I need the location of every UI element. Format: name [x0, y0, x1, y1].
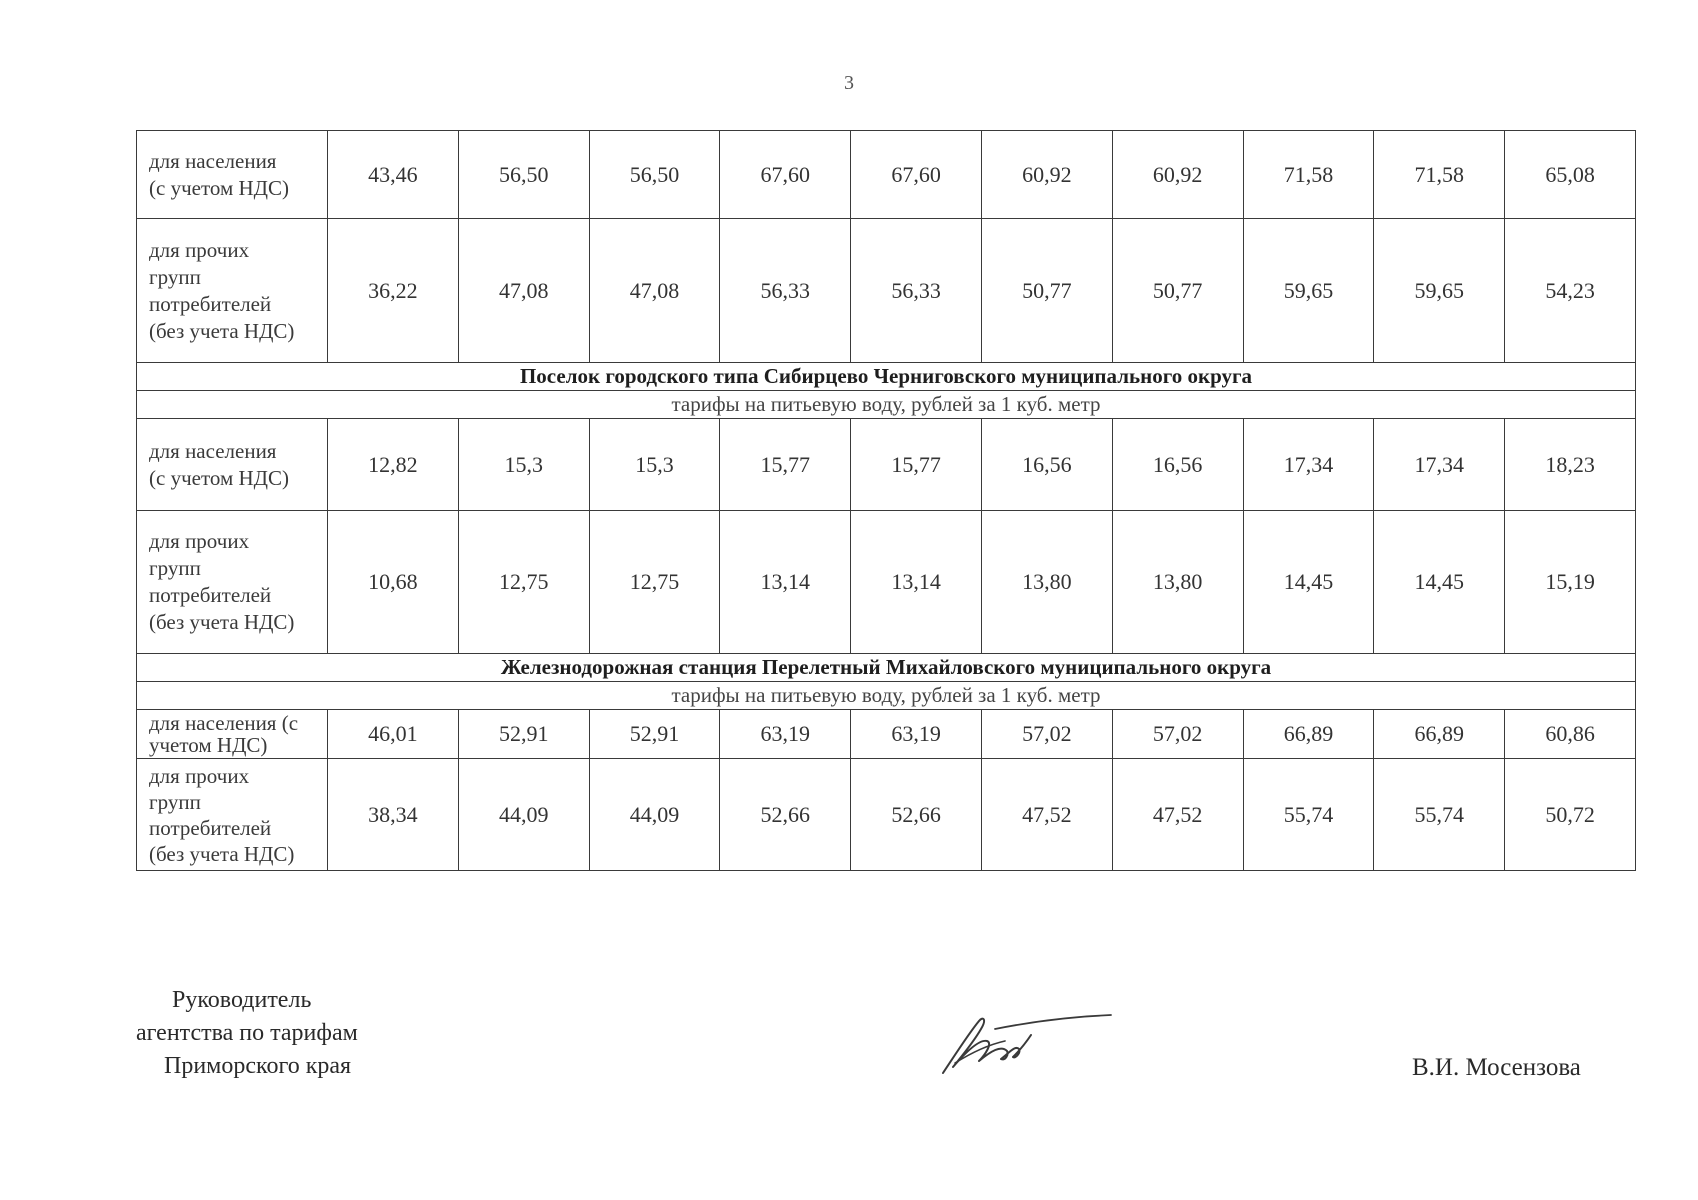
table-cell: 57,02	[1112, 710, 1243, 759]
table-cell: 15,77	[851, 419, 982, 511]
table-cell: 38,34	[328, 759, 459, 871]
table-row	[137, 131, 1636, 219]
table-cell: 13,14	[851, 511, 982, 654]
table-cell: 54,23	[1505, 219, 1636, 363]
row-label: для населения (с учетом НДС)	[137, 131, 328, 219]
table-cell: 46,01	[328, 710, 459, 759]
table-cell: 56,50	[458, 131, 589, 219]
table-cell: 71,58	[1374, 131, 1505, 219]
table-row	[137, 219, 1636, 363]
table-cell: 55,74	[1243, 759, 1374, 871]
table-cell: 15,19	[1505, 511, 1636, 654]
signatory-title-line: агентства по тарифам	[136, 1020, 358, 1046]
table-cell: 14,45	[1374, 511, 1505, 654]
table-cell: 47,52	[981, 759, 1112, 871]
table-cell: 59,65	[1374, 219, 1505, 363]
signatory-title	[136, 984, 358, 1083]
table-row	[137, 710, 1636, 759]
table-cell: 66,89	[1374, 710, 1505, 759]
table-cell: 12,75	[589, 511, 720, 654]
table-cell: 59,65	[1243, 219, 1374, 363]
table-cell: 47,52	[1112, 759, 1243, 871]
table-cell: 15,3	[589, 419, 720, 511]
handwritten-signature	[935, 995, 1125, 1085]
section-title-row	[137, 654, 1636, 682]
table-row	[137, 759, 1636, 871]
section-title: Поселок городского типа Сибирцево Черниговского муниципального округа	[137, 363, 1636, 391]
unit-caption: тарифы на питьевую воду, рублей за 1 куб. метр	[137, 682, 1636, 710]
table-cell: 60,92	[981, 131, 1112, 219]
table-cell: 67,60	[851, 131, 982, 219]
table-cell: 52,91	[458, 710, 589, 759]
signer-name: В.И. Мосензова	[1412, 1054, 1581, 1081]
table-cell: 52,91	[589, 710, 720, 759]
table-cell: 17,34	[1243, 419, 1374, 511]
table-cell: 52,66	[720, 759, 851, 871]
table-cell: 57,02	[981, 710, 1112, 759]
table-cell: 50,72	[1505, 759, 1636, 871]
table-cell: 52,66	[851, 759, 982, 871]
table-cell: 65,08	[1505, 131, 1636, 219]
unit-caption-row	[137, 391, 1636, 419]
unit-caption-row	[137, 682, 1636, 710]
table-cell: 55,74	[1374, 759, 1505, 871]
row-label: для населения (с учетом НДС)	[137, 710, 328, 759]
table-row	[137, 419, 1636, 511]
table-cell: 67,60	[720, 131, 851, 219]
signatory-title-line: Приморского края	[164, 1053, 352, 1079]
table-cell: 36,22	[328, 219, 459, 363]
signatory-title-line: Руководитель	[172, 987, 312, 1013]
table-cell: 56,50	[589, 131, 720, 219]
row-label: для прочих групп потребителей (без учета НДС)	[137, 219, 328, 363]
table-cell: 13,80	[1112, 511, 1243, 654]
table-cell: 50,77	[1112, 219, 1243, 363]
unit-caption: тарифы на питьевую воду, рублей за 1 куб. метр	[137, 391, 1636, 419]
table-cell: 16,56	[1112, 419, 1243, 511]
table-cell: 12,82	[328, 419, 459, 511]
table-cell: 47,08	[458, 219, 589, 363]
table-cell: 50,77	[981, 219, 1112, 363]
table-cell: 13,80	[981, 511, 1112, 654]
table-cell: 60,86	[1505, 710, 1636, 759]
table-cell: 12,75	[458, 511, 589, 654]
tariff-table	[136, 130, 1636, 871]
table-cell: 44,09	[458, 759, 589, 871]
section-title: Железнодорожная станция Перелетный Михайловского муниципального округа	[137, 654, 1636, 682]
table-cell: 17,34	[1374, 419, 1505, 511]
table-cell: 47,08	[589, 219, 720, 363]
table-cell: 56,33	[720, 219, 851, 363]
table-cell: 18,23	[1505, 419, 1636, 511]
table-cell: 16,56	[981, 419, 1112, 511]
table-cell: 66,89	[1243, 710, 1374, 759]
table-cell: 63,19	[720, 710, 851, 759]
page-number: 3	[844, 72, 854, 94]
table-cell: 13,14	[720, 511, 851, 654]
table-cell: 44,09	[589, 759, 720, 871]
table-row	[137, 511, 1636, 654]
table-cell: 71,58	[1243, 131, 1374, 219]
table-cell: 14,45	[1243, 511, 1374, 654]
table-cell: 63,19	[851, 710, 982, 759]
table-cell: 10,68	[328, 511, 459, 654]
table-cell: 15,77	[720, 419, 851, 511]
section-title-row	[137, 363, 1636, 391]
row-label: для населения (с учетом НДС)	[137, 419, 328, 511]
row-label: для прочих групп потребителей (без учета НДС)	[137, 759, 328, 871]
table-cell: 60,92	[1112, 131, 1243, 219]
table-cell: 43,46	[328, 131, 459, 219]
table-cell: 15,3	[458, 419, 589, 511]
table-cell: 56,33	[851, 219, 982, 363]
row-label: для прочих групп потребителей (без учета НДС)	[137, 511, 328, 654]
